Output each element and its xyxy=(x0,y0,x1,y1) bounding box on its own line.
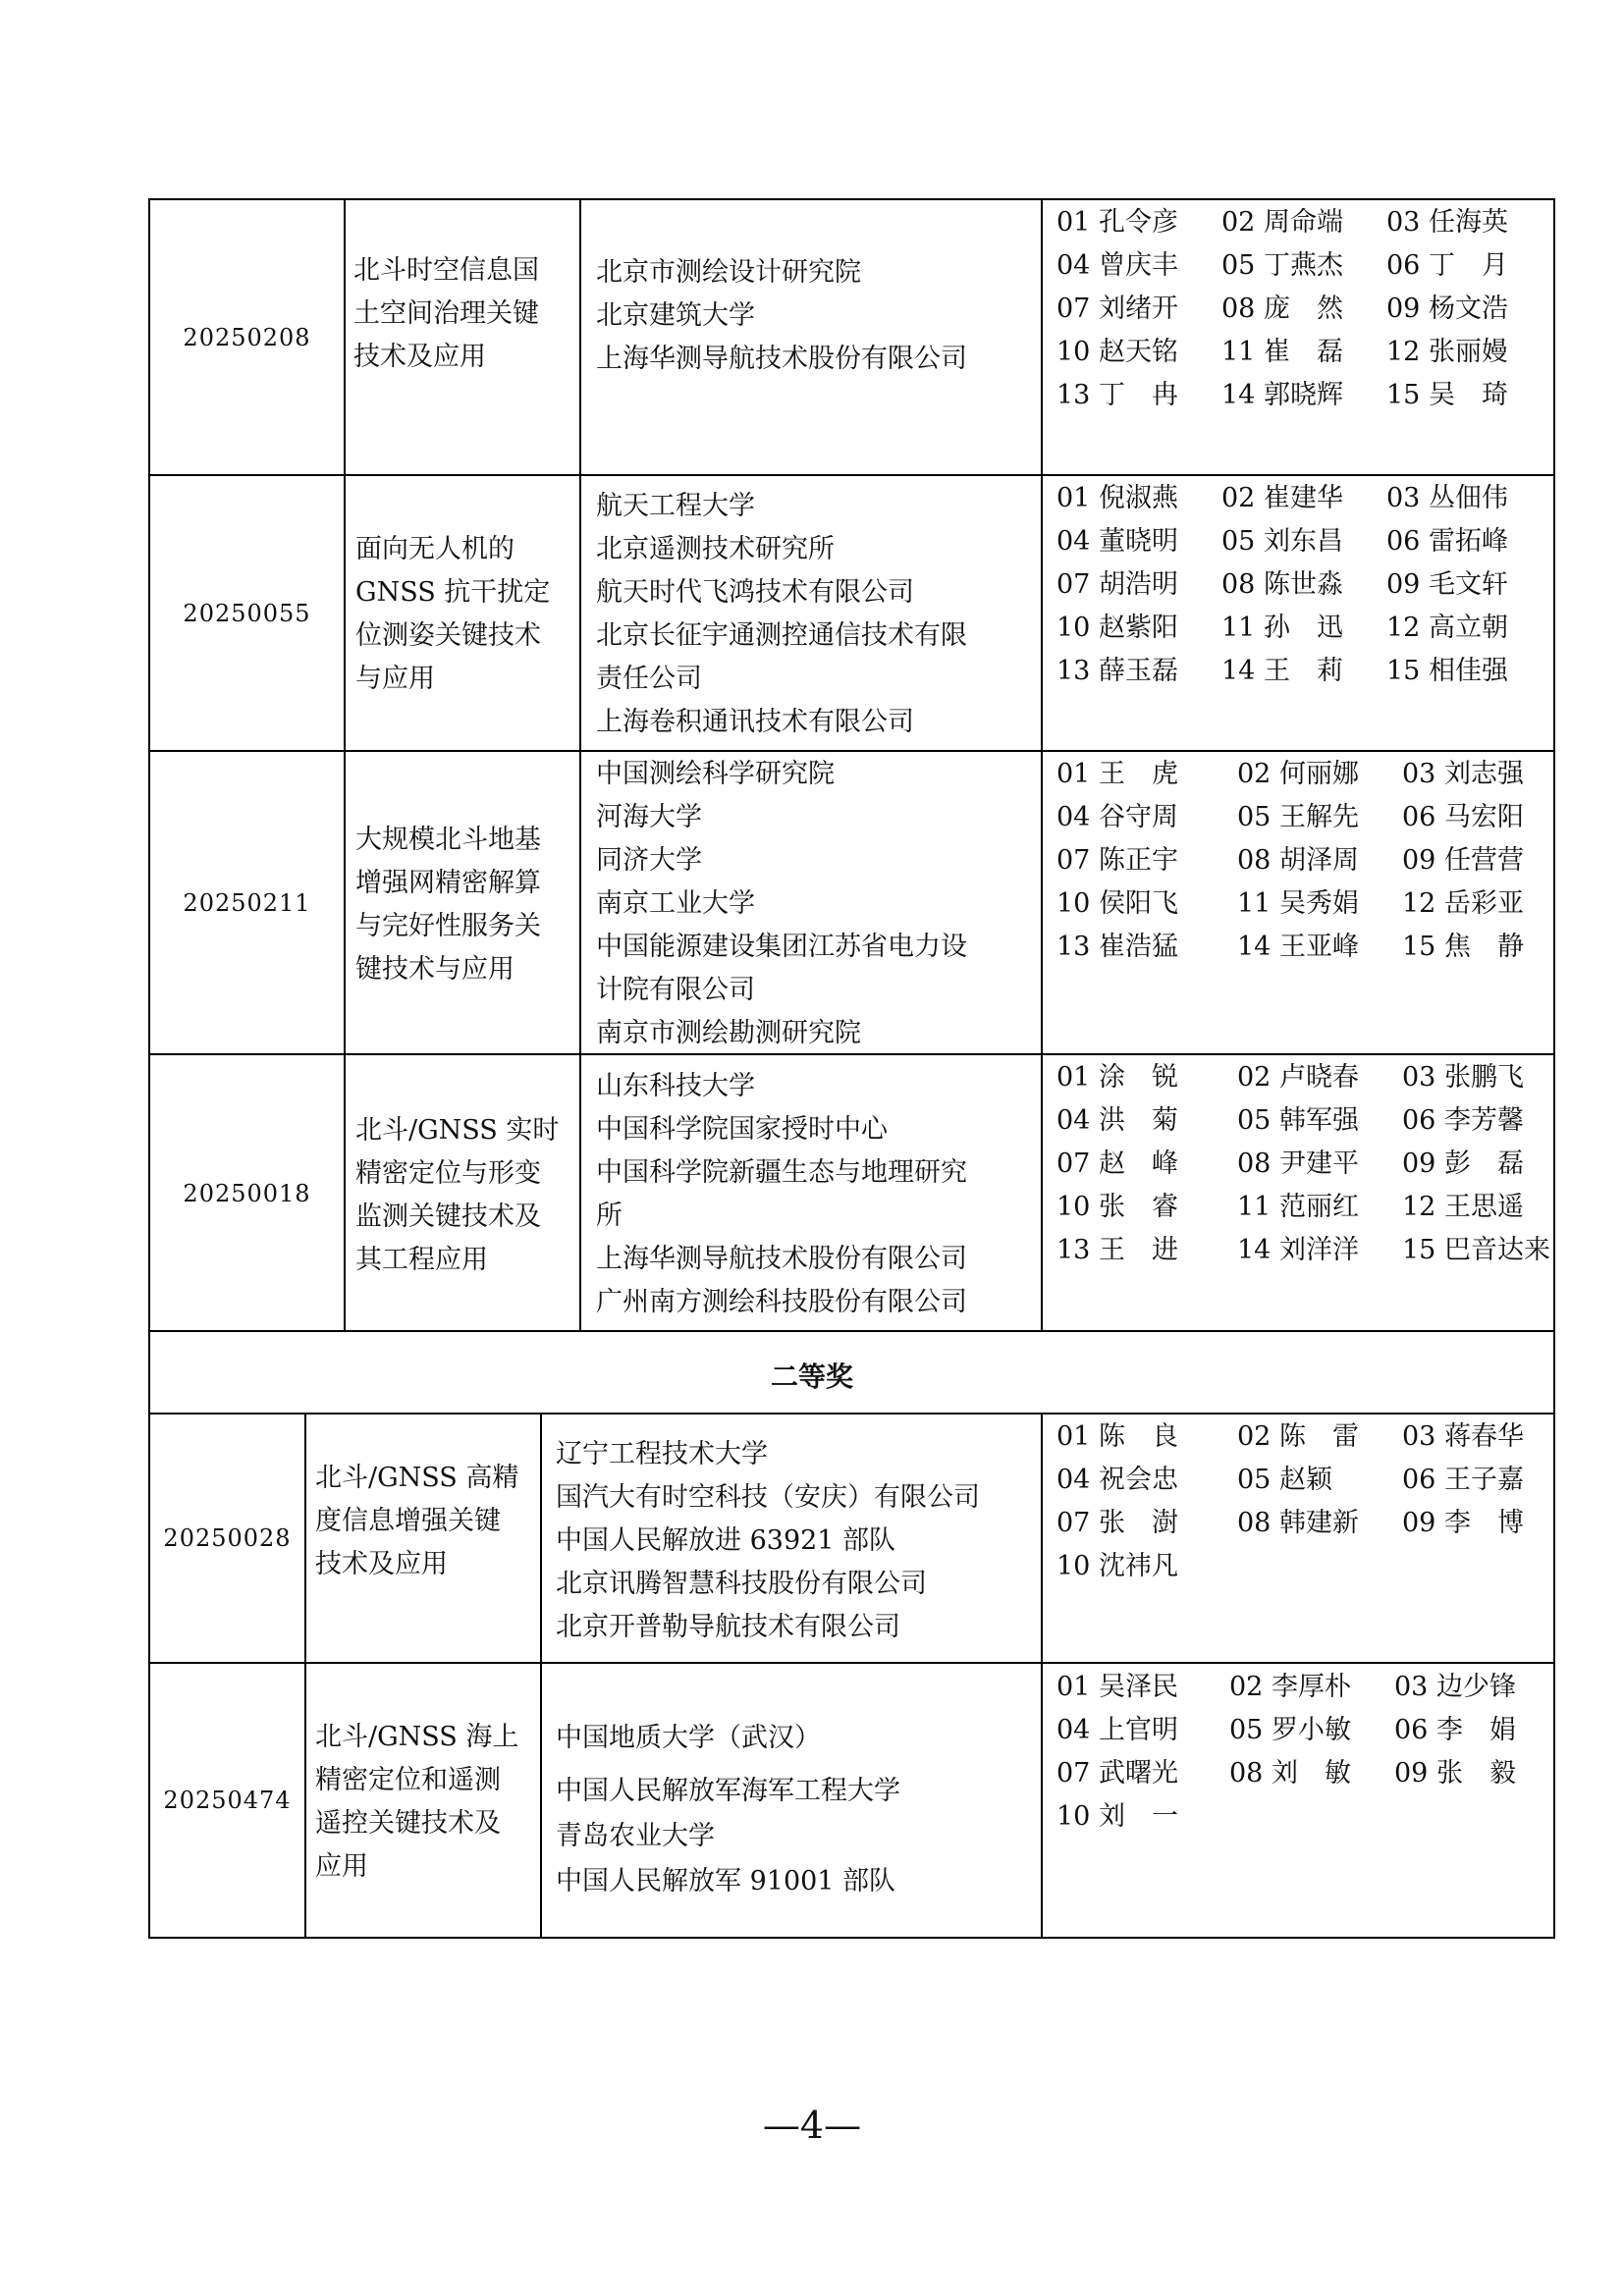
name-row: 01 倪淑燕 02 崔建华 03 丛佃伟 xyxy=(1056,483,1508,513)
name-row: 01 孔令彦 02 周命端 03 任海英 xyxy=(1056,207,1508,238)
name-row: 04 谷守周 05 王解先 06 马宏阳 xyxy=(1056,802,1524,832)
column-divider xyxy=(344,198,346,1332)
column-divider xyxy=(1041,1413,1043,1939)
project-code: 20250474 xyxy=(163,1787,292,1814)
organizations: 辽宁工程技术大学 国汽大有时空科技（安庆）有限公司 中国人民解放进 63921 部队 北京讯腾智慧科技股份有限公司 北京开普勒导航技术有限公司 xyxy=(556,1439,980,1642)
name-row: 04 祝会忠 05 赵颖 06 王子嘉 xyxy=(1056,1465,1524,1495)
organizations: 山东科技大学 中国科学院国家授时中心 中国科学院新疆生态与地理研究 所 上海华测导航技术股份有限公司 广州南方测绘科技股份有限公司 xyxy=(596,1071,967,1317)
name-row: 07 刘绪开 08 庞 然 09 杨文浩 xyxy=(1056,294,1508,324)
project-title: 北斗/GNSS 实时 精密定位与形变 监测关键技术及 其工程应用 xyxy=(355,1115,560,1275)
name-row: 10 张 睿 11 范丽红 12 王思遥 xyxy=(1056,1192,1524,1222)
organizations: 中国地质大学（武汉） 中国人民解放军海军工程大学 青岛农业大学 中国人民解放军 91001 部队 xyxy=(556,1723,900,1896)
contributors xyxy=(1056,201,1547,417)
project-code: 20250018 xyxy=(183,1179,311,1207)
name-row: 07 武曙光 08 刘 敏 09 张 毅 xyxy=(1056,1758,1516,1789)
name-row: 07 赵 峰 08 尹建平 09 彭 磊 xyxy=(1056,1148,1524,1179)
name-row: 10 赵天铭 11 崔 磊 12 张丽嫚 xyxy=(1056,337,1508,367)
column-divider xyxy=(579,198,581,1332)
contributors xyxy=(1056,1415,1552,1588)
project-title: 面向无人机的 GNSS 抗干扰定 位测姿关键技术 与应用 xyxy=(355,534,551,694)
name-row: 13 薛玉磊 14 王 莉 15 相佳强 xyxy=(1056,656,1508,686)
contributors xyxy=(1056,1666,1552,1839)
row-divider xyxy=(148,750,1555,752)
name-row: 04 曾庆丰 05 丁燕杰 06 丁 月 xyxy=(1056,250,1508,281)
name-row: 04 董晓明 05 刘东昌 06 雷拓峰 xyxy=(1056,526,1508,557)
name-row: 13 王 进 14 刘洋洋 15 巴音达来 xyxy=(1056,1235,1550,1265)
name-row: 13 丁 冉 14 郭晓辉 15 吴 琦 xyxy=(1056,380,1508,410)
organizations: 北京市测绘设计研究院 北京建筑大学 上海华测导航技术股份有限公司 xyxy=(596,257,967,374)
column-divider xyxy=(304,1413,306,1939)
project-code: 20250055 xyxy=(183,599,311,627)
name-row: 04 上官明 05 罗小敏 06 李 娟 xyxy=(1056,1715,1516,1745)
page-number: —4— xyxy=(762,2104,862,2147)
organizations: 航天工程大学 北京遥测技术研究所 航天时代飞鸿技术有限公司 北京长征宇通测控通信技术有限 责任公司 上海卷积通讯技术有限公司 xyxy=(596,491,967,737)
project-code: 20250211 xyxy=(183,888,311,917)
row-divider xyxy=(148,1662,1555,1664)
name-row: 01 王 虎 02 何丽娜 03 刘志强 xyxy=(1056,759,1524,789)
section-title: 二等奖 xyxy=(770,1361,853,1393)
name-row: 01 陈 良 02 陈 雷 03 蒋春华 xyxy=(1056,1421,1524,1452)
name-row: 04 洪 菊 05 韩军强 06 李芳馨 xyxy=(1056,1105,1524,1136)
name-row: 13 崔浩猛 14 王亚峰 15 焦 静 xyxy=(1056,932,1524,962)
name-row: 07 陈正宇 08 胡泽周 09 任营营 xyxy=(1056,845,1524,876)
column-divider xyxy=(540,1413,542,1939)
contributors xyxy=(1056,1056,1552,1272)
name-row: 07 张 澍 08 韩建新 09 李 博 xyxy=(1056,1508,1524,1538)
project-title: 大规模北斗地基 增强网精密解算 与完好性服务关 键技术与应用 xyxy=(355,825,541,985)
name-row: 10 赵紫阳 11 孙 迅 12 高立朝 xyxy=(1056,613,1508,643)
row-divider xyxy=(148,1413,1555,1415)
name-row: 07 胡浩明 08 陈世淼 09 毛文轩 xyxy=(1056,569,1508,600)
project-code: 20250208 xyxy=(183,323,311,351)
organizations: 中国测绘科学研究院 河海大学 同济大学 南京工业大学 中国能源建设集团江苏省电力设 计院有限公司 南京市测绘勘测研究院 xyxy=(596,759,967,1048)
contributors xyxy=(1056,477,1547,693)
name-row: 01 涂 锐 02 卢晓春 03 张鹏飞 xyxy=(1056,1062,1524,1093)
name-row: 10 刘 一 xyxy=(1056,1801,1178,1832)
row-divider xyxy=(148,474,1555,476)
column-divider xyxy=(1041,198,1043,1332)
project-title: 北斗/GNSS 高精 度信息增强关键 技术及应用 xyxy=(315,1463,519,1579)
project-title: 北斗时空信息国 土空间治理关键 技术及应用 xyxy=(353,255,539,372)
project-code: 20250028 xyxy=(163,1524,292,1552)
name-row: 10 侯阳飞 11 吴秀娟 12 岳彩亚 xyxy=(1056,888,1524,919)
name-row: 10 沈祎凡 xyxy=(1056,1551,1178,1581)
name-row: 01 吴泽民 02 李厚朴 03 边少锋 xyxy=(1056,1672,1516,1702)
row-divider xyxy=(148,1330,1555,1332)
project-title: 北斗/GNSS 海上 精密定位和遥测 遥控关键技术及 应用 xyxy=(315,1722,519,1882)
row-divider xyxy=(148,1053,1555,1055)
contributors xyxy=(1056,753,1547,969)
